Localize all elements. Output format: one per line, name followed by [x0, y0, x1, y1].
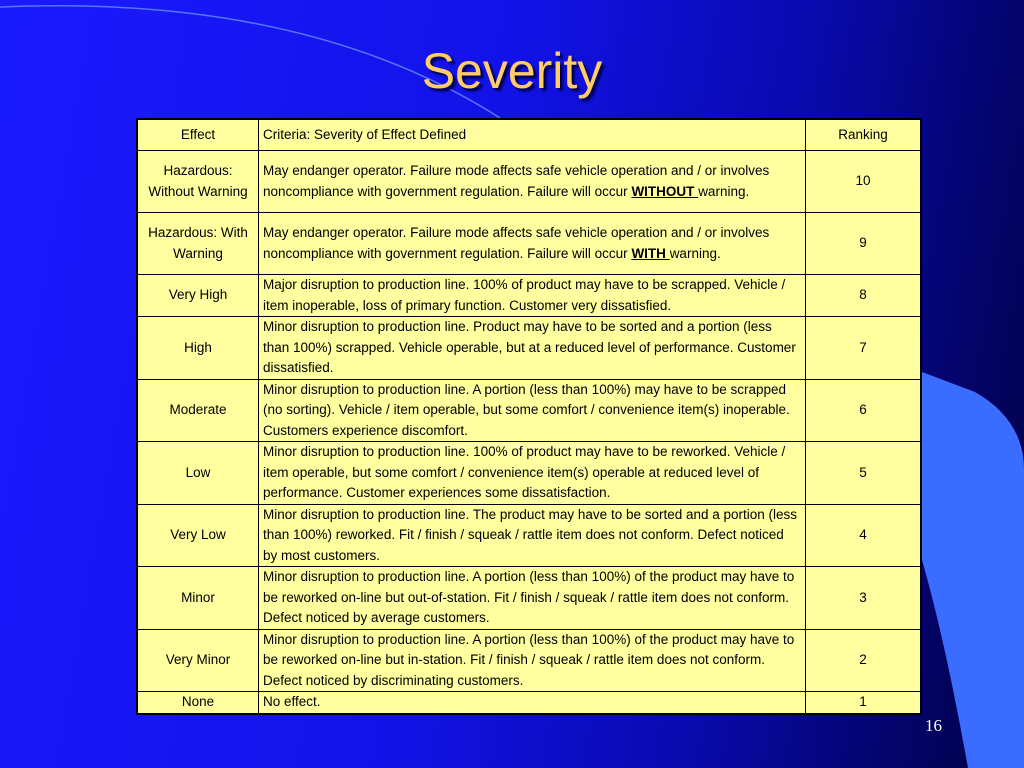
criteria-cell [259, 151, 806, 213]
slide-title: Severity [421, 43, 603, 99]
criteria-keyword: WITH [631, 245, 670, 261]
ranking-cell: 6 [806, 379, 922, 442]
table-row [137, 442, 921, 505]
table-row [137, 504, 921, 567]
header-criteria: Criteria: Severity of Effect Defined [259, 119, 806, 151]
table-row [137, 317, 921, 380]
severity-table [136, 118, 922, 715]
table-row [137, 213, 921, 275]
effect-cell: Minor [137, 567, 259, 630]
effect-cell: Hazardous: With Warning [137, 213, 259, 275]
effect-cell: None [137, 692, 259, 714]
table-row [137, 567, 921, 630]
criteria-text: May endanger operator. Failure mode affects safe vehicle operation and / or involves noncompliance with government regulation. Failure will occur [263, 225, 770, 261]
criteria-cell: No effect. [259, 692, 806, 714]
table-row [137, 275, 921, 317]
criteria-cell: Major disruption to production line. 100% of product may have to be scrapped. Vehicle / item inoperable, loss of primary function. Customer very dissatisfied. [259, 275, 806, 317]
header-effect: Effect [137, 119, 259, 151]
criteria-cell: Minor disruption to production line. 100% of product may have to be reworked. Vehicle / item operable, but some comfort / convenience item(s) operable at reduced level of performance. Customer experiences some dissatisfaction. [259, 442, 806, 505]
effect-cell: Low [137, 442, 259, 505]
criteria-cell: Minor disruption to production line. A portion (less than 100%) of the product may have to be reworked on-line but out-of-station. Fit / finish / squeak / rattle item does not conform. Defect noticed by average customers. [259, 567, 806, 630]
decorative-shape-right [922, 372, 1024, 768]
criteria-text: May endanger operator. Failure mode affects safe vehicle operation and / or involves noncompliance with government regulation. Failure will occur [263, 163, 770, 199]
effect-cell: Very Minor [137, 629, 259, 692]
ranking-cell: 1 [806, 692, 922, 714]
page-number: 16 [925, 716, 942, 735]
header-ranking: Ranking [806, 119, 922, 151]
ranking-cell: 9 [806, 213, 922, 275]
table-row [137, 151, 921, 213]
table-row [137, 629, 921, 692]
effect-cell: Moderate [137, 379, 259, 442]
criteria-text-end: warning. [698, 183, 750, 199]
criteria-cell: Minor disruption to production line. The product may have to be sorted and a portion (less than 100%) reworked. Fit / finish / squeak / rattle item does not conform. Defect noticed by most customers. [259, 504, 806, 567]
ranking-cell: 7 [806, 317, 922, 380]
effect-cell: Very Low [137, 504, 259, 567]
table-header-row [137, 119, 921, 151]
effect-cell: Hazardous: Without Warning [137, 151, 259, 213]
criteria-cell: Minor disruption to production line. A portion (less than 100%) may have to be scrapped (no sorting). Vehicle / item operable, but some comfort / convenience item(s) inoperable. Customers experience discomfort. [259, 379, 806, 442]
criteria-text-end: warning. [669, 245, 721, 261]
ranking-cell: 3 [806, 567, 922, 630]
ranking-cell: 2 [806, 629, 922, 692]
ranking-cell: 4 [806, 504, 922, 567]
table-row [137, 379, 921, 442]
criteria-cell: Minor disruption to production line. A portion (less than 100%) of the product may have to be reworked on-line but in-station. Fit / finish / squeak / rattle item does not conform. Defect noticed by discriminating customers. [259, 629, 806, 692]
ranking-cell: 8 [806, 275, 922, 317]
effect-cell: Very High [137, 275, 259, 317]
effect-cell: High [137, 317, 259, 380]
criteria-cell: Minor disruption to production line. Product may have to be sorted and a portion (less than 100%) scrapped. Vehicle operable, but at a reduced level of performance. Customer dissatisfied. [259, 317, 806, 380]
ranking-cell: 10 [806, 151, 922, 213]
ranking-cell: 5 [806, 442, 922, 505]
criteria-cell [259, 213, 806, 275]
criteria-keyword: WITHOUT [631, 183, 699, 199]
table-row [137, 692, 921, 714]
